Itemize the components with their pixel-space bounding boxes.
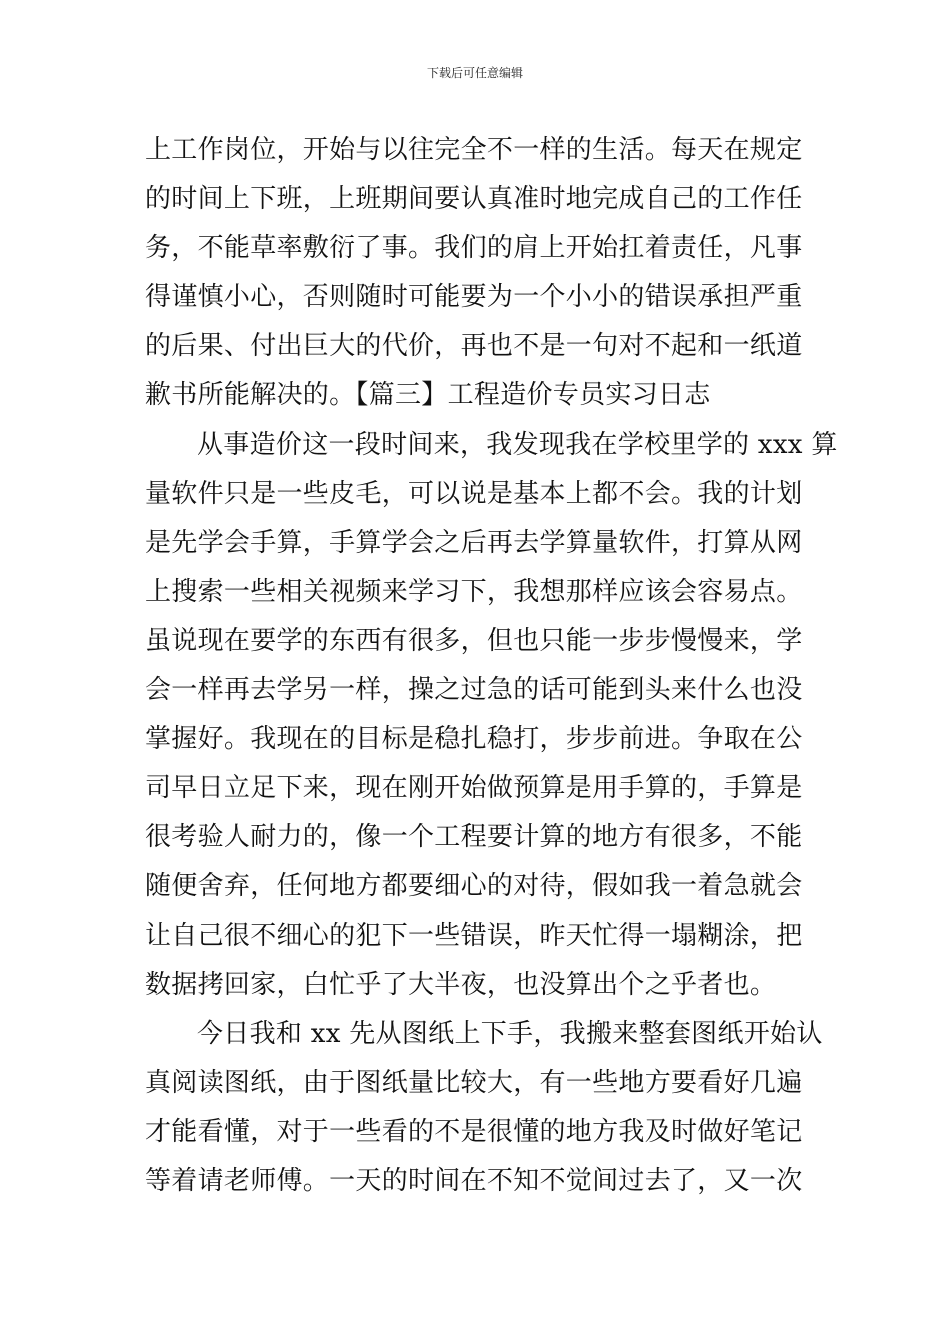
text-line: 的时间上下班，上班期间要认真准时地完成自己的工作任 xyxy=(145,184,803,215)
text-line: 会一样再去学另一样，操之过急的话可能到头来什么也没 xyxy=(145,675,803,706)
text-line: 上工作岗位，开始与以往完全不一样的生活。每天在规定 xyxy=(145,135,803,165)
text-line: 虽说现在要学的东西有很多，但也只能一步步慢慢来，学 xyxy=(145,625,803,656)
text-line: 量软件只是一些皮毛，可以说是基本上都不会。我的计划 xyxy=(145,478,803,509)
text-line: 数据拷回家，白忙乎了大半夜，也没算出个之乎者也。 xyxy=(145,969,777,1000)
paragraph-start-line: 从事造价这一段时间来，我发现我在学校里学的 xxx 算 xyxy=(197,429,838,460)
text-line: 务，不能草率敷衍了事。我们的肩上开始扛着责任，凡事 xyxy=(145,233,803,264)
text-line: 让自己很不细心的犯下一些错误，昨天忙得一塌糊涂，把 xyxy=(145,920,803,951)
text-line: 司早日立足下来，现在刚开始做预算是用手算的，手算是 xyxy=(145,773,803,804)
paragraph-start-line: 今日我和 xx 先从图纸上下手，我搬来整套图纸开始认 xyxy=(197,1018,823,1049)
text-line: 上搜索一些相关视频来学习下，我想那样应该会容易点。 xyxy=(145,576,803,607)
text-line: 随便舍弃，任何地方都要细心的对待，假如我一着急就会 xyxy=(145,871,803,902)
text-line: 等着请老师傅。一天的时间在不知不觉间过去了，又一次 xyxy=(145,1165,803,1196)
text-line: 得谨慎小心，否则随时可能要为一个小小的错误承担严重 xyxy=(145,282,803,313)
document-body xyxy=(145,126,838,1206)
page-header-note: 下载后可任意编辑 xyxy=(426,66,523,80)
text-line: 才能看懂，对于一些看的不是很懂的地方我及时做好笔记 xyxy=(145,1116,803,1147)
text-line: 是先学会手算，手算学会之后再去学算量软件，打算从网 xyxy=(145,527,803,558)
text-line: 很考验人耐力的，像一个工程要计算的地方有很多，不能 xyxy=(145,822,803,853)
text-line: 真阅读图纸，由于图纸量比较大，有一些地方要看好几遍 xyxy=(145,1067,803,1098)
text-line: 的后果、付出巨大的代价，再也不是一句对不起和一纸道 xyxy=(145,331,803,362)
text-line: 歉书所能解决的。【篇三】工程造价专员实习日志 xyxy=(145,380,711,411)
text-line: 掌握好。我现在的目标是稳扎稳打，步步前进。争取在公 xyxy=(145,724,803,755)
